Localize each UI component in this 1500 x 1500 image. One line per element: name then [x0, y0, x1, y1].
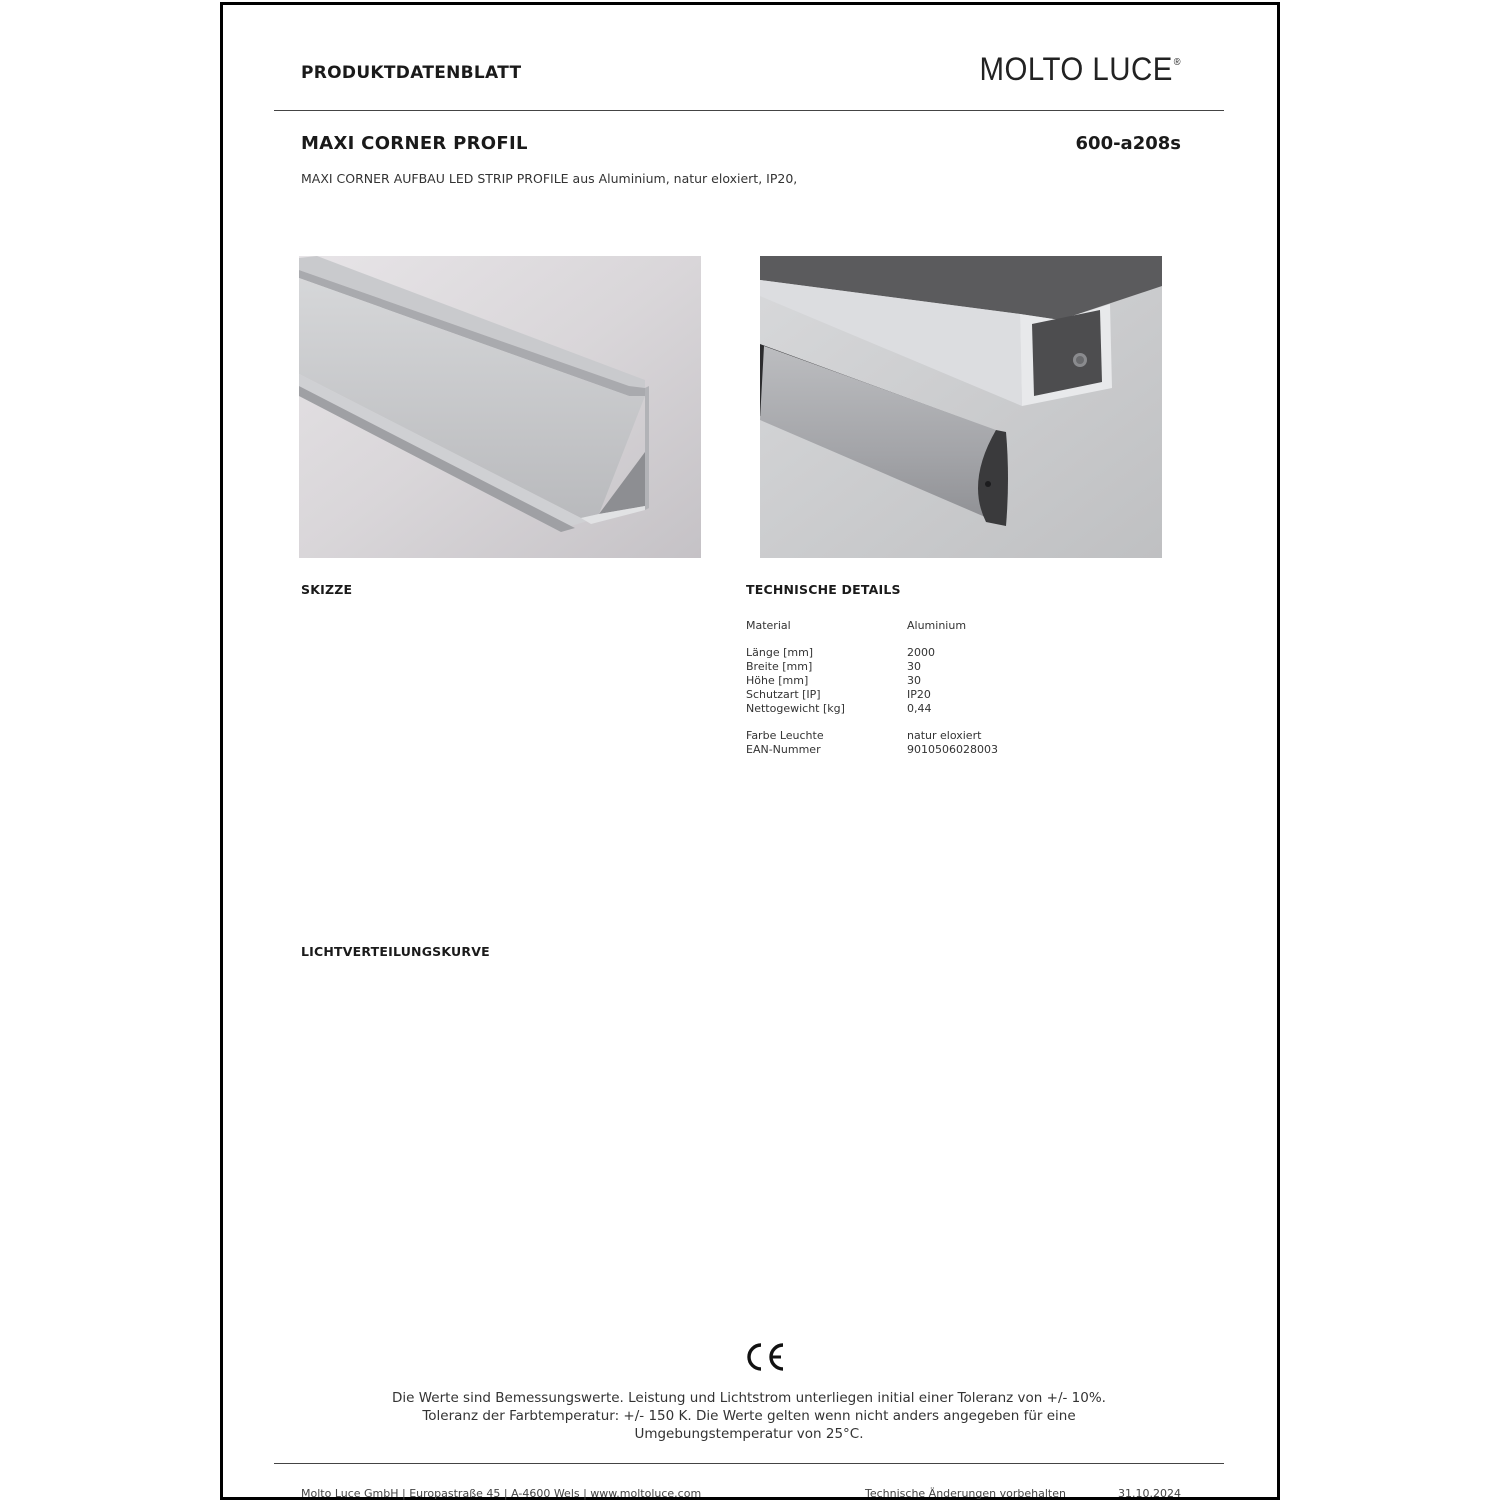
- detail-key: EAN-Nummer: [746, 743, 821, 756]
- detail-row-width: [746, 660, 998, 674]
- footer-notice: Technische Änderungen vorbehalten: [865, 1487, 1066, 1500]
- product-name: MAXI CORNER PROFIL: [301, 133, 528, 154]
- detail-row-protection: [746, 688, 998, 702]
- detail-row-ean: [746, 743, 998, 757]
- detail-key: Material: [746, 619, 791, 632]
- brand-logo: [980, 51, 1181, 88]
- product-description: MAXI CORNER AUFBAU LED STRIP PROFILE aus Aluminium, natur eloxiert, IP20,: [301, 171, 798, 186]
- disclaimer-line: Die Werte sind Bemessungswerte. Leistung und Lichtstrom unterliegen initial einer Toleranz von +/- 10%.: [392, 1390, 1106, 1406]
- section-heading-light-distribution: LICHTVERTEILUNGSKURVE: [301, 944, 490, 959]
- detail-value: 30: [907, 674, 921, 687]
- detail-row-weight: [746, 702, 998, 716]
- detail-key: Breite [mm]: [746, 660, 813, 673]
- detail-row-height: [746, 674, 998, 688]
- product-code: 600-a208s: [1075, 133, 1181, 154]
- technical-details-table: [746, 619, 998, 757]
- detail-value: 30: [907, 660, 921, 673]
- detail-value: 9010506028003: [907, 743, 998, 756]
- detail-key: Schutzart [IP]: [746, 688, 821, 701]
- detail-value: 0,44: [907, 702, 932, 715]
- detail-value: natur eloxiert: [907, 729, 982, 742]
- footer-company: Molto Luce GmbH | Europastraße 45 | A-4600 Wels | www.moltoluce.com: [301, 1487, 702, 1500]
- product-photo-aluminium-profile: [299, 256, 701, 558]
- detail-row-material: [746, 619, 998, 633]
- registered-mark: ®: [1173, 57, 1181, 68]
- disclaimer-line: Toleranz der Farbtemperatur: +/- 150 K. Die Werte gelten wenn nicht anders angegeben für eine: [422, 1408, 1076, 1424]
- detail-value: 2000: [907, 646, 935, 659]
- section-heading-technical-details: TECHNISCHE DETAILS: [746, 582, 901, 597]
- disclaimer: [274, 1389, 1224, 1443]
- section-heading-sketch: SKIZZE: [301, 582, 353, 597]
- detail-key: Farbe Leuchte: [746, 729, 824, 742]
- detail-key: Nettogewicht [kg]: [746, 702, 845, 715]
- detail-value: IP20: [907, 688, 931, 701]
- product-photo-profile-with-diffuser: [760, 256, 1162, 558]
- footer-divider: [274, 1463, 1224, 1464]
- disclaimer-line: Umgebungstemperatur von 25°C.: [634, 1426, 864, 1442]
- document-type-title: PRODUKTDATENBLATT: [301, 63, 522, 83]
- detail-row-color: [746, 729, 998, 743]
- detail-key: Länge [mm]: [746, 646, 814, 659]
- detail-row-length: [746, 646, 998, 660]
- footer-date: 31.10.2024: [1118, 1487, 1181, 1500]
- header-divider: [274, 110, 1224, 111]
- ce-mark-icon: [743, 1341, 787, 1377]
- brand-logo-text: MOLTO LUCE: [979, 51, 1173, 87]
- datasheet-page: [220, 2, 1280, 1500]
- detail-key: Höhe [mm]: [746, 674, 809, 687]
- detail-value: Aluminium: [907, 619, 967, 632]
